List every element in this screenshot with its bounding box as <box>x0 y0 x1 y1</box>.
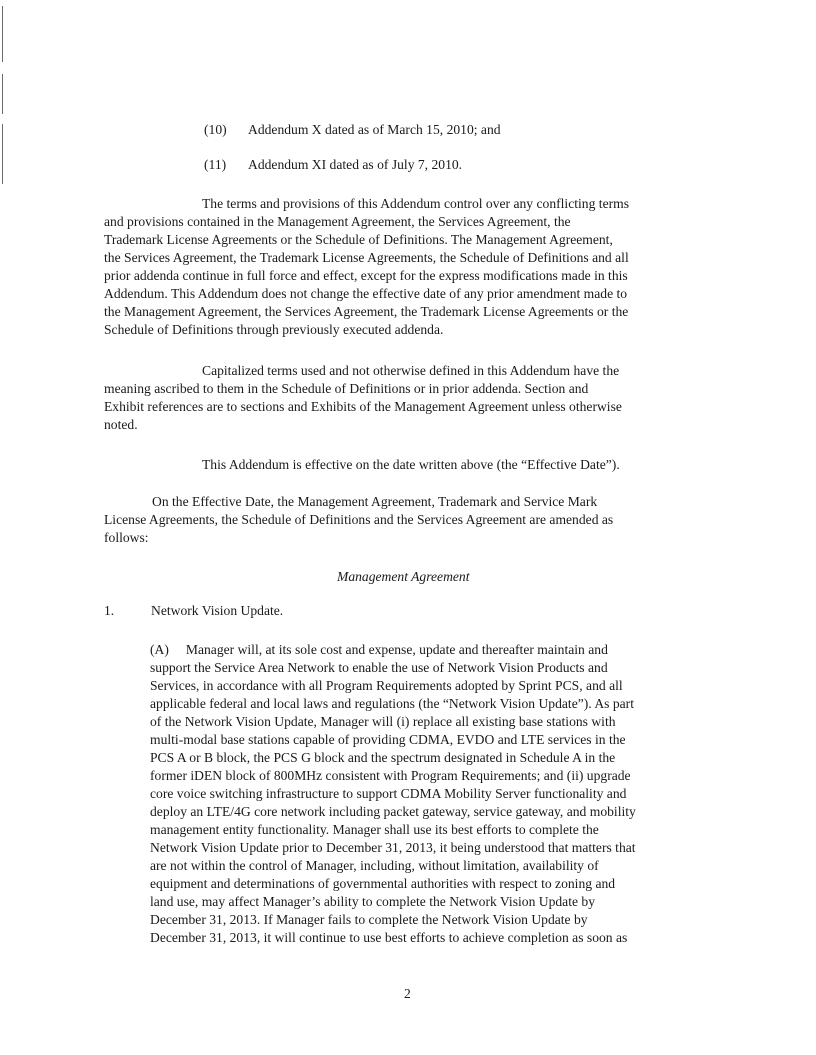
list-item-text: Addendum XI dated as of July 7, 2010. <box>248 157 463 172</box>
section-number: 1. <box>104 603 115 618</box>
list-item-text: Addendum X dated as of March 15, 2010; and <box>248 122 501 137</box>
section-heading: Management Agreement <box>337 569 470 584</box>
scan-edge-mark <box>2 74 3 114</box>
scan-edge-mark <box>2 6 3 62</box>
document-page: (10) Addendum X dated as of March 15, 2010; and (11) Addendum XI dated as of July 7, 2010. The terms and provisions of this Addendum control over any conflicting terms and provisions contained in the Management Agreement, the Services Agreement, the Trademark License Agreements or the Schedule of Definitions. The Management Agreement, the Services Agreement, the Trademark License Agreements, the Schedule of Definitions and all prior addenda continue in full force and effect, except for the express modifications made in this Addendum. This Addendum does not change the effective date of any prior amendment made to the Management Agreement, the Services Agreement, the Trademark License Agreements or the Schedule of Definitions through previously executed addenda. Capitalized terms used and not otherwise defined in this Addendum have the meaning ascribed to them in the Schedule of Definitions or in prior addenda. Section and Exhibit references are to sections and Exhibits of the Management Agreement unless otherwise noted. This Addendum is effective on the date written above (the “Effective Date”). On the Effective Date, the Management Agreement, Trademark and Service Mark License Agreements, the Schedule of Definitions and the Services Agreement are amended as follows: Management Agreement 1. Network Vision Update. (A) Manager will, at its sole cost and expense, update and thereafter maintain and support the Service Area Network to enable the use of Network Vision Products and Services, in accordance with all Program Requirements adopted by Sprint PCS, and all applicable federal and local laws and regulations (the “Network Vision Update”). As part of the Network Vision Update, Manager will (i) replace all existing base stations with multi-modal base stations capable of providing CDMA, EVDO and LTE services in the PCS A or B block, the PCS G block and the spectrum designated in Schedule A in the former iDEN block of 800MHz consistent with Program Requirements; and (ii) upgrade core voice switching infrastructure to support CDMA Mobility Server functionality and deploy an LTE/4G core network including packet gateway, service gateway, and mobility management entity functionality. Manager shall use its best efforts to complete the Network Vision Update prior to December 31, 2013, it being understood that matters that are not within the control of Manager, including, without limitation, availability of equipment and determinations of governmental authorities with respect to zoning and land use, may affect Manager’s ability to complete the Network Vision Update by December 31, 2013. If Manager fails to complete the Network Vision Update by December 31, 2013, it will continue to use best efforts to achieve completion as soon as 2 <box>0 0 816 1055</box>
page-number: 2 <box>404 986 411 1001</box>
paragraph-effective-date: This Addendum is effective on the date written above (the “Effective Date”). <box>202 457 620 472</box>
list-item-number: (11) <box>204 157 227 172</box>
scan-edge-mark <box>2 124 3 184</box>
section-title: Network Vision Update. <box>151 603 284 618</box>
list-item-number: (10) <box>204 122 227 137</box>
